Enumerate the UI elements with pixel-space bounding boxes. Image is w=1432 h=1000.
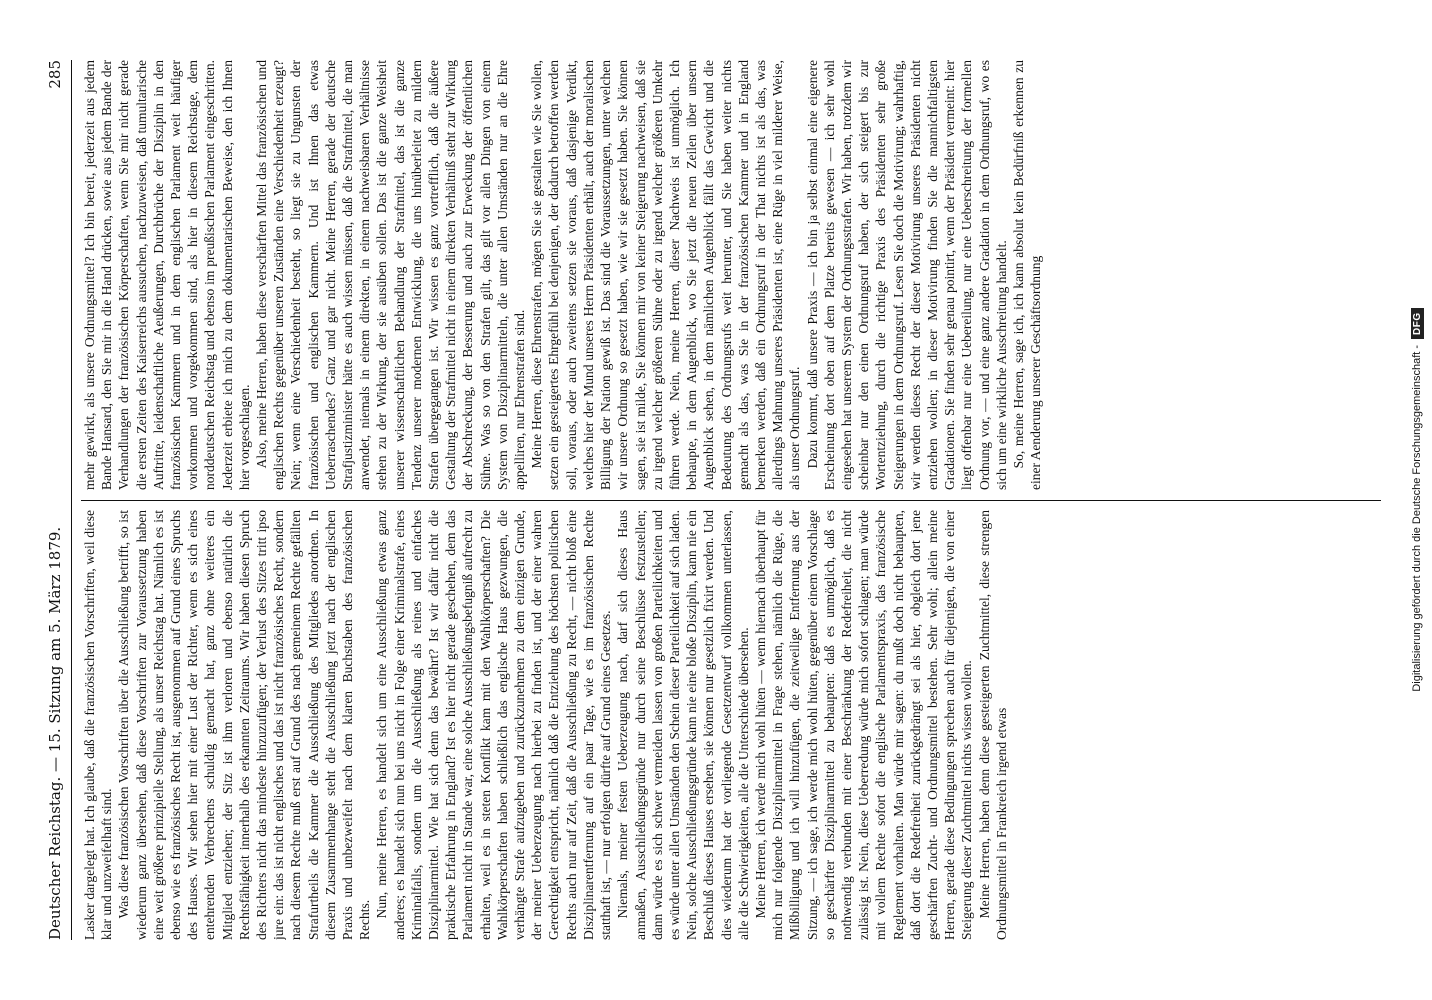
text-column-left — [81, 510, 1381, 940]
rotated-page — [31, 30, 1401, 970]
column-divider — [81, 500, 1381, 501]
paragraph: mehr gewirkt, als unsere Ordnungsmittel? Ich bin bereit, jederzeit aus jedem Bande Hansard, den Sie mir in die Hand drücken, sowie aus jedem Bande der Verhandlungen der französischen Körperschaften, wenn Sie mir nicht gerade die ersten Zeiten des Kaiserreichs aussuchen, nachzuweisen, daß tumultarische Auftritte, leidenschaftliche Aeußerungen, Durchbrüche der Disziplin in den französischen Kammern und in dem englischen Parlament weit häufiger vorkommen und vorgekommen sind, als hier in diesem Reichstage, dem norddeutschen Reichstag und ebenso im preußischen Parlament eingeschritten. Jederzeit erbiete ich mich zu dem dokumentarischen Beweise, den ich Ihnen hier vorgeschlagen. — [82, 60, 252, 490]
paragraph: Nun, meine Herren, es handelt sich um eine Ausschließung etwas ganz anderes; es handelt sich nun bei uns nicht in Folge einer Kriminalstrafe, eines Kriminalfalls, sondern um die Ausschließung als reines und einfaches Disziplinarmittel. Wie hat sich denn das bewährt? Ist wir dafür nicht die praktische Erfahrung in England? Ist es hier nicht gerade geschehen, dem das Parlament nicht in Stande war, eine solche Ausschließungsbefugniß aufrecht zu erhalten, weil es in steten Konflikt kam mit den Wahlkörperschaften? Die Wahlkörperschaften haben schließlich das englische Haus gezwungen, die verhängte Strafe aufzugeben und zurückzunehmen zu dem einzigen Grunde, der meiner Ueberzeugung nach hierbei zu finden ist, und der einer wahren Gerechtigkeit entspricht, nämlich daß die Entziehung des höchsten politischen Rechts auch nur auf Zeit, daß die Ausschließung zu Recht, — nicht bloß eine Disziplinarentfernung auf ein paar Tage, wie es im französischen Rechte statthaft ist, — nur erfolgen dürfte auf Grund eines Gesetzes. — [374, 510, 614, 940]
page-number: 285 — [46, 60, 64, 89]
dfg-logo: DFG — [1411, 308, 1424, 339]
text-column-right — [81, 60, 1381, 490]
digitization-credit — [1406, 20, 1428, 980]
header-rule — [71, 60, 72, 940]
paragraph: Also, meine Herren, haben diese verschärften Mittel das französischen und englischen Rechts gegenüber unseren Zuständen eine Verschiedenheit erzeugt? Nein; wenn eine Verschiedenheit besteht, so liegt sie zu Ungunsten der französischen und englischen Kammern. Und ist Ihnen das etwas Ueberraschendes? Ganz und gar nicht. Meine Herren, gerade der deutsche Strafjustizminister hätte es auch wissen müssen, daß die Strafmittel, die man anwendet, niemals in einem direkten, in einem nachweisbaren Verhältnisse stehen zu der Wirkung, der sie ausüben sollen. Das ist die ganze Weisheit unserer wissenschaftlichen Behandlung der Strafmittel, das ist die ganze Tendenz unserer modernen Entwicklung, die uns hinüberleitet zu mildern Strafen übergegangen ist. Wir wissen es ganz vortrefflich, daß die äußere Gestaltung der Strafmittel nicht in einem direkten Verhältniß steht zur Wirkung der Abschreckung, der Besserung und auch zur Erweckung der öffentlichen Sühne. Was so von den Strafen gilt, das gilt vor allen Dingen von einem System von Disziplinarmitteln, die unter allen Umständen nur an die Ehre appelliren, nur Ehrenstrafen sind. — [254, 60, 528, 490]
paragraph: So, meine Herren, sage ich, ich kann absolut kein Bedürfniß erkennen zu einer Aenderung unserer Geschäftsordnung — [1010, 60, 1044, 490]
paragraph: Dazu kommt, daß unsere Praxis — ich bin ja selbst einmal eine eigenere Erscheinung dort oben auf dem Platze bereits gewesen — ich sehr wohl eingesehen hat unserem System der Ordnungsstrafen. Wir haben, trotzdem wir scheinbar nur den einen Ordnungsruf haben, der sich steigert bis zur Wortentziehung, durch die richtige Praxis des Präsidenten sehr große Steigerungen in dem Ordnungsruf. Lesen Sie doch die Motivirung; wahrhaftig, wir werden dieses Recht der dieser Motivirung unseres Präsidenten nicht entziehen wollen; in dieser Motivirung finden Sie die mannichfaltigsten Gradationen. Sie finden sehr genau pointirt, wenn der Präsident vermeint: hier liegt offenbar nur eine Uebereilung, nur eine Ueberschreitung der formellen Ordnung vor, — und eine ganz andere Gradation in dem Ordnungsruf, wo es sich um eine wirkliche Ausschreitung handelt. — [804, 60, 1009, 490]
credit-text: Digitalisierung gefördert durch die Deutsche Forschungsgemeinschaft - — [1411, 344, 1423, 692]
paragraph: Lasker dargelegt hat. Ich glaube, daß die französischen Vorschriften, weil diese klar und unzweifelhaft sind. — [82, 510, 115, 940]
paragraph: Meine Herren, haben denn diese gesteigerten Zuchtmittel, diese strengen Ordnungsmittel in Frankreich irgend etwas — [976, 510, 1009, 940]
page-header — [43, 60, 67, 940]
paragraph: Niemals, meiner festen Ueberzeugung nach, darf sich dieses Haus anmaßen, Ausschließungsgründe nur durch seine Beschlüsse festzustellen; dann würde es sich schwer vermeiden lassen von großen Parteilichkeiten und es würde unter allen Umständen den Schein dieser Parteilichkeit auf sich laden. Nein, solche Ausschließungsgründe kann nie eine bloße Disziplin, kann nie ein Beschluß dieses Hauses ersehen, sie können nur gesetzlich fixirt werden. Und dies wiederum hat der vorliegende Gesetzentwurf vollkommen unterlassen, alle die Schwierigkeiten, alle die Unterschiede übersehen. — [615, 510, 751, 940]
paragraph: Was diese französischen Vorschriften über die Ausschließung betrifft, so ist wiederum ganz übersehen, daß diese Vorschriften zur Voraussetzung haben eine weit größere prinzipielle Stellung, als unser Reichstag hat. Nämlich es ist ebenso wie es französisches Recht ist, ausgenommen auf Grund eines Spruchs des Hauses. Wir sehen hier mit einer Lust der Richter, wenn es sich eines entehrenden Verbrechens schuldig gemacht hat, ganz ohne weiteres ein Mitglied entziehen; der Sitz ist ihm verloren und ebenso natürlich die Rechtsfähigkeit innerhalb des erkannten Zeitraums. Wir haben diesen Spruch des Richters nicht das mindeste hinzuzufügen; der Verlust des Sitzes tritt ipso jure ein: das ist nicht englisches und das ist nicht französisches Recht, sondern nach diesem Rechte muß erst auf Grund des nach gemeinem Rechte gefällten Strafurtheils die Kammer die Ausschließung des Mitgliedes anordnen. In diesem Zusammenhange steht die Ausschließung jetzt nach der englischen Praxis und unbezweifelt nach dem klaren Buchstaben des französischen Rechts. — [116, 510, 373, 940]
paragraph: Meine Herren, ich werde mich wohl hüten — wenn hiernach überhaupt für mich nur folgende Disziplinarmittel in Frage stehen, nämlich die Rüge, die Mißbilligung und ich will hinzufügen, die zeitweilige Entfernung aus der Sitzung, — ich sage, ich werde mich wohl hüten, gegenüber einem Vorschlage so geschärfter Disziplinarmittel zu behaupten: daß es unmöglich, daß es nothwendig verbunden mit einer Beschränkung der Redefreiheit, die nicht zulässig ist. Nein, diese Ueberredung würde mich sofort schlagen; man würde mit vollem Rechte sofort die englische Parlamentspraxis, das französische Reglement vorhalten. Man würde mir sagen: du mußt doch nicht behaupten, daß dort die Redefreiheit zurückgedrängt sei als hier, obgleich dort jene geschärften Zucht- und Ordnungsmittel bestehen. Sehr wohl; allein meine Herren, gerade diese Bedingungen sprechen auch für diejenigen, die von einer Steigerung dieser Zuchtmittel nichts wissen wollen. — [752, 510, 975, 940]
running-title: Deutscher Reichstag. — 15. Sitzung am 5. März 1879. — [46, 526, 64, 940]
paragraph: Meine Herren, diese Ehrenstrafen, mögen Sie sie gestalten wie Sie wollen, setzen ein gesteigertes Ehrgefühl bei denjenigen, der dadurch betroffen werden soll, voraus, oder auch zweitens setzen sie voraus, daß dasjenige Verdikt, welches hier der Mund unseres Herrn Präsidenten erhält, auch der moralischen Billigung der Nation gewiß ist. Das sind die Voraussetzungen, unter welchen wir unsere Ordnung so gesetzt haben, wie wir sie gesetzt haben. Sie können sagen, sie ist milde, Sie können mir von keiner Steigerung nachweisen, daß sie zu irgend welcher größeren Sühne oder zu irgend welcher größeren Umkehr führen werde. Nein, meine Herren, dieser Nachweis ist unmöglich. Ich behaupte, in dem Augenblick, wo Sie jetzt die neuen Zeilen über unsern Augenblick sehen, in dem nämlichen Augenblick fällt das Gewicht und die Bedeutung des Ordnungsrufs weit herunter, und Sie haben weiter nichts gemacht als das, was Sie in der französischen Kammer und in England bemerken werden, daß ein Ordnungsruf in der That nichts ist als das, was allerdings Mahnung unseres Präsidenten ist, eine Rüge in viel milderer Weise, als unser Ordnungsruf. — [529, 60, 803, 490]
